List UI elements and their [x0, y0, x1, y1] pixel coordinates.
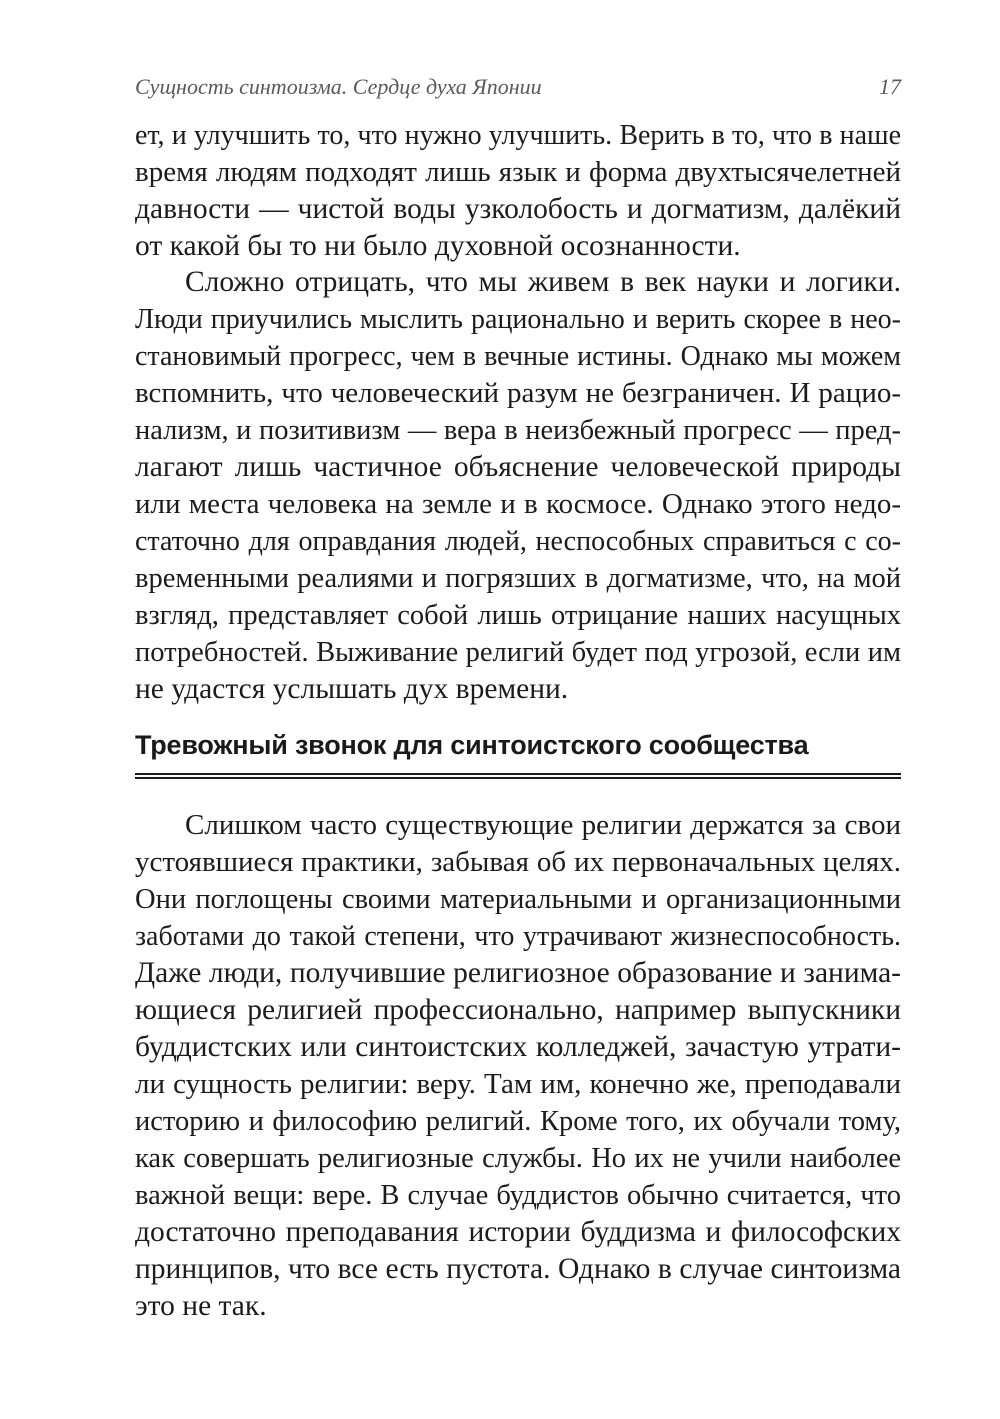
text-line: важной вещи: вере. В случае буддистов обычно считается, что: [135, 1180, 901, 1211]
text-line: Слишком часто существующие религии держатся за свои: [185, 809, 901, 841]
running-header: [135, 70, 901, 106]
text-line: ли сущность религии: веру. Там им, конечно же, преподавали: [135, 1068, 901, 1100]
text-line: Даже люди, получившие религиозное образование и занима-: [135, 957, 901, 989]
text-line: устоявшиеся практики, забывая об их первоначальных целях.: [135, 846, 901, 878]
text-line: Они поглощены своими материальными и организационными: [135, 884, 901, 915]
text-line: становимый прогресс, чем в вечные истины. Однако мы можем: [135, 341, 901, 372]
text-line: время людям подходят лишь язык и форма двухтысячелетней: [135, 156, 901, 188]
text-line: Сложно отрицать, что мы живем в век науки и логики.: [185, 266, 901, 298]
text-line: лагают лишь частичное объяснение человеческой природы: [135, 451, 901, 483]
text-line: или места человека на земле и в космосе. Однако этого недо-: [135, 488, 901, 520]
text-line: заботами до такой степени, что утрачивают жизнеспособность.: [135, 921, 901, 952]
text-line: временными реалиями и погрязших в догматизме, что, на мой: [135, 563, 901, 594]
text-line: это не так.: [135, 1290, 267, 1322]
running-title: Сущность синтоизма. Сердце духа Японии: [135, 74, 542, 99]
text-line: принципов, что все есть пустота. Однако в случае синтоизма: [135, 1253, 901, 1285]
text-line: Люди приучились мыслить рационально и верить скорее в нео-: [135, 304, 901, 335]
text-line: как совершать религиозные службы. Но их не учили наиболее: [135, 1143, 901, 1174]
text-line: ющиеся религией профессионально, например выпускники: [135, 994, 901, 1026]
text-line: нализм, и позитивизм — вера в неизбежный прогресс — пред-: [135, 415, 901, 446]
page-number: 17: [879, 74, 901, 99]
text-line: не удастся услышать дух времени.: [135, 673, 569, 705]
text-line: ет, и улучшить то, что нужно улучшить. Верить в то, что в наше: [135, 120, 901, 151]
text-line: от какой бы то ни было духовной осознанности.: [135, 230, 741, 262]
heading-double-rule: [135, 773, 901, 779]
text-line: потребностей. Выживание религий будет под угрозой, если им: [135, 637, 901, 668]
paragraph: [135, 807, 901, 1325]
text-line: вспомнить, что человеческий разум не безграничен. И рацио-: [135, 377, 901, 409]
text-line: достаточно преподавания истории буддизма и философских: [135, 1216, 901, 1248]
text-line: буддистских или синтоистских колледжей, зачастую утрати-: [135, 1031, 901, 1063]
text-line: статочно для оправдания людей, неспособных справиться с со-: [135, 526, 901, 557]
text-line: взгляд, представляет собой лишь отрицание наших насущных: [135, 600, 901, 631]
text-line: историю и философию религий. Кроме того, их обучали тому,: [135, 1106, 901, 1137]
paragraph-continuation: [135, 117, 901, 265]
section-heading: Тревожный звонок для синтоистского сообщества: [135, 730, 809, 760]
paragraph: [135, 264, 901, 708]
text-line: давности — чистой воды узколобость и догматизм, далёкий: [135, 193, 901, 225]
